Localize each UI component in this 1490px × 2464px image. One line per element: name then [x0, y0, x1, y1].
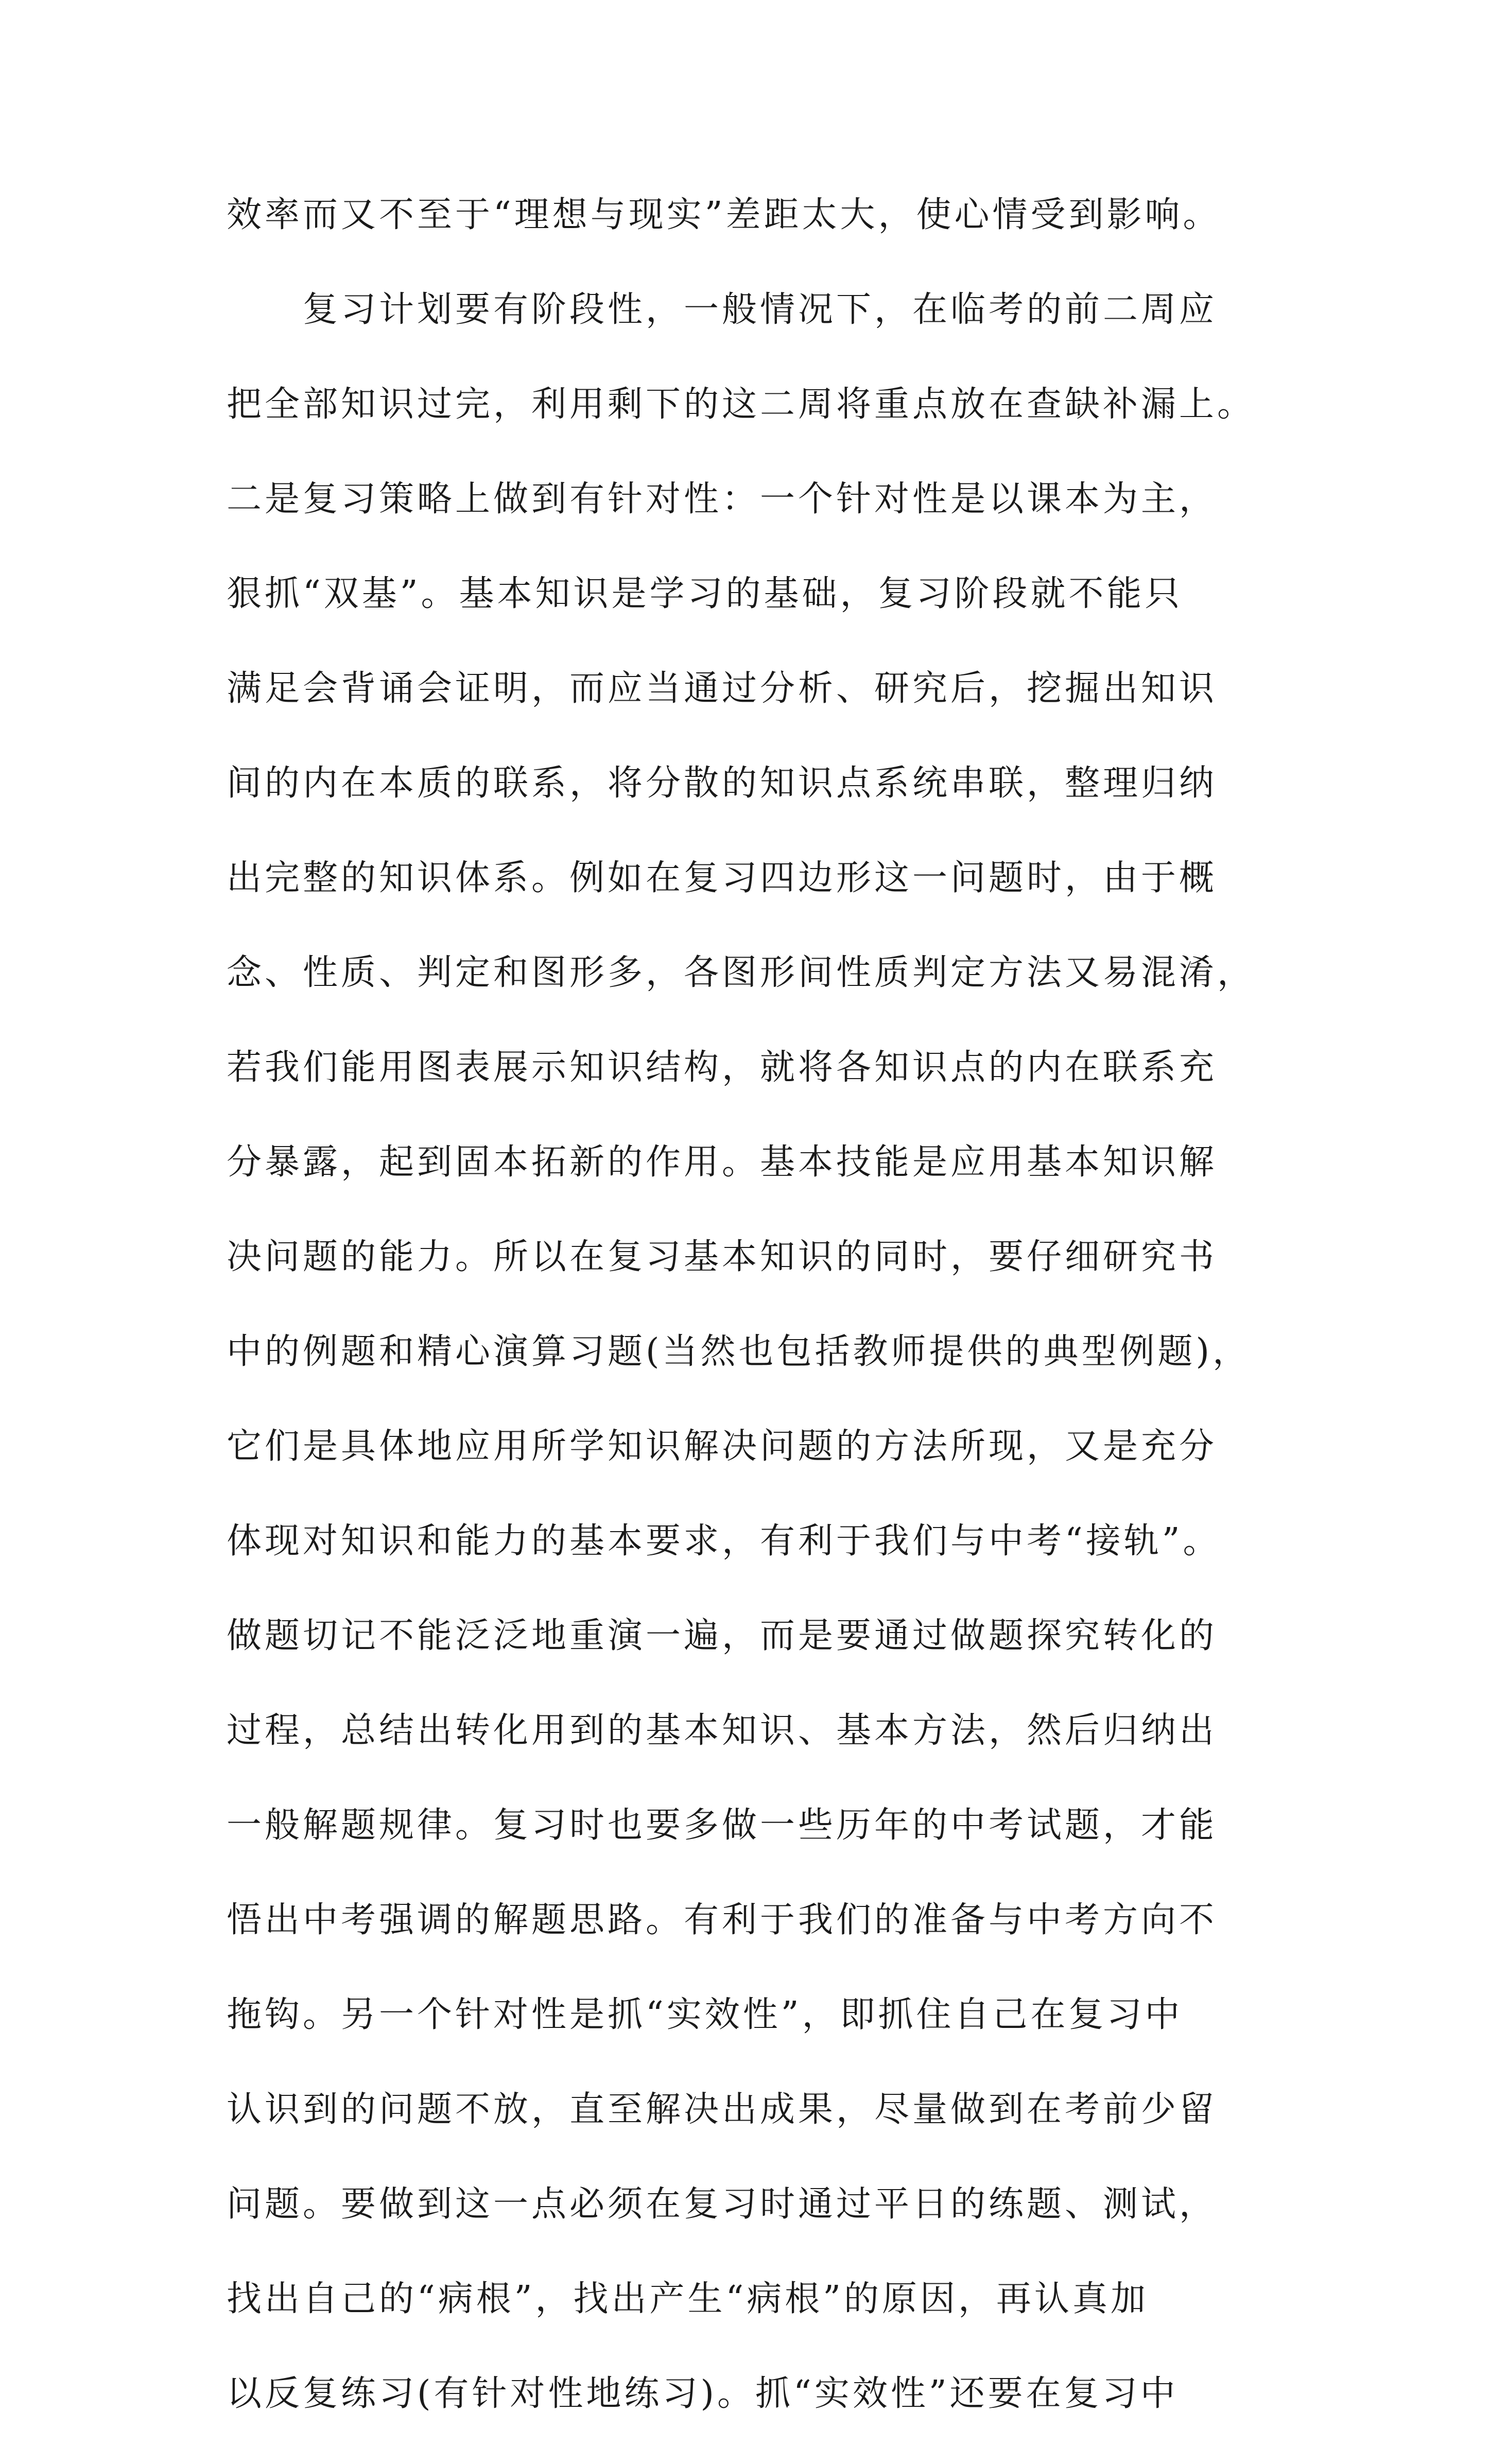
text-line: 一般解题规律。复习时也要多做一些历年的中考试题，才能 — [227, 1805, 1218, 1846]
text-line: 满足会背诵会证明，而应当通过分析、研究后，挖掘出知识 — [227, 668, 1218, 709]
text-line: 出完整的知识体系。例如在复习四边形这一问题时，由于概 — [227, 858, 1218, 898]
text-line: 狠抓“双基”。基本知识是学习的基础，复习阶段就不能只 — [227, 574, 1183, 614]
text-line: 问题。要做到这一点必须在复习时通过平日的练题、测试， — [227, 2184, 1218, 2225]
text-line: 效率而又不至于“理想与现实”差距太大，使心情受到影响。 — [227, 195, 1221, 235]
text-line: 以反复练习(有针对性地练习)。抓“实效性”还要在复习中 — [227, 2373, 1179, 2414]
text-line: 二是复习策略上做到有针对性：一个针对性是以课本为主， — [227, 479, 1218, 519]
text-line: 它们是具体地应用所学知识解决问题的方法所现，又是充分 — [227, 1426, 1218, 1467]
text-line: 复习计划要有阶段性，一般情况下，在临考的前二周应 — [227, 289, 1218, 330]
text-line: 体现对知识和能力的基本要求，有利于我们与中考“接轨”。 — [227, 1521, 1221, 1561]
text-line: 决问题的能力。所以在复习基本知识的同时，要仔细研究书 — [227, 1237, 1218, 1277]
text-line: 间的内在本质的联系，将分散的知识点系统串联，整理归纳 — [227, 763, 1218, 804]
body-text — [227, 190, 1318, 2464]
text-line: 认识到的问题不放，直至解决出成果，尽量做到在考前少留 — [227, 2089, 1218, 2130]
text-line: 做题切记不能泛泛地重演一遍，而是要通过做题探究转化的 — [227, 1616, 1218, 1656]
text-line: 拖钩。另一个针对性是抓“实效性”，即抓住自己在复习中 — [227, 1994, 1183, 2035]
text-line: 中的例题和精心演算习题(当然也包括教师提供的典型例题)， — [227, 1331, 1251, 1372]
text-line: 悟出中考强调的解题思路。有利于我们的准备与中考方向不 — [227, 1900, 1218, 1940]
text-line: 过程，总结出转化用到的基本知识、基本方法，然后归纳出 — [227, 1710, 1218, 1751]
text-line: 把全部知识过完，利用剩下的这二周将重点放在查缺补漏上。 — [227, 384, 1256, 425]
text-line: 分暴露，起到固本拓新的作用。基本技能是应用基本知识解 — [227, 1142, 1218, 1183]
text-line: 念、性质、判定和图形多，各图形间性质判定方法又易混淆， — [227, 952, 1256, 993]
text-line: 若我们能用图表展示知识结构，就将各知识点的内在联系充 — [227, 1047, 1218, 1088]
text-line: 找出自己的“病根”，找出产生“病根”的原因，再认真加 — [227, 2279, 1149, 2319]
